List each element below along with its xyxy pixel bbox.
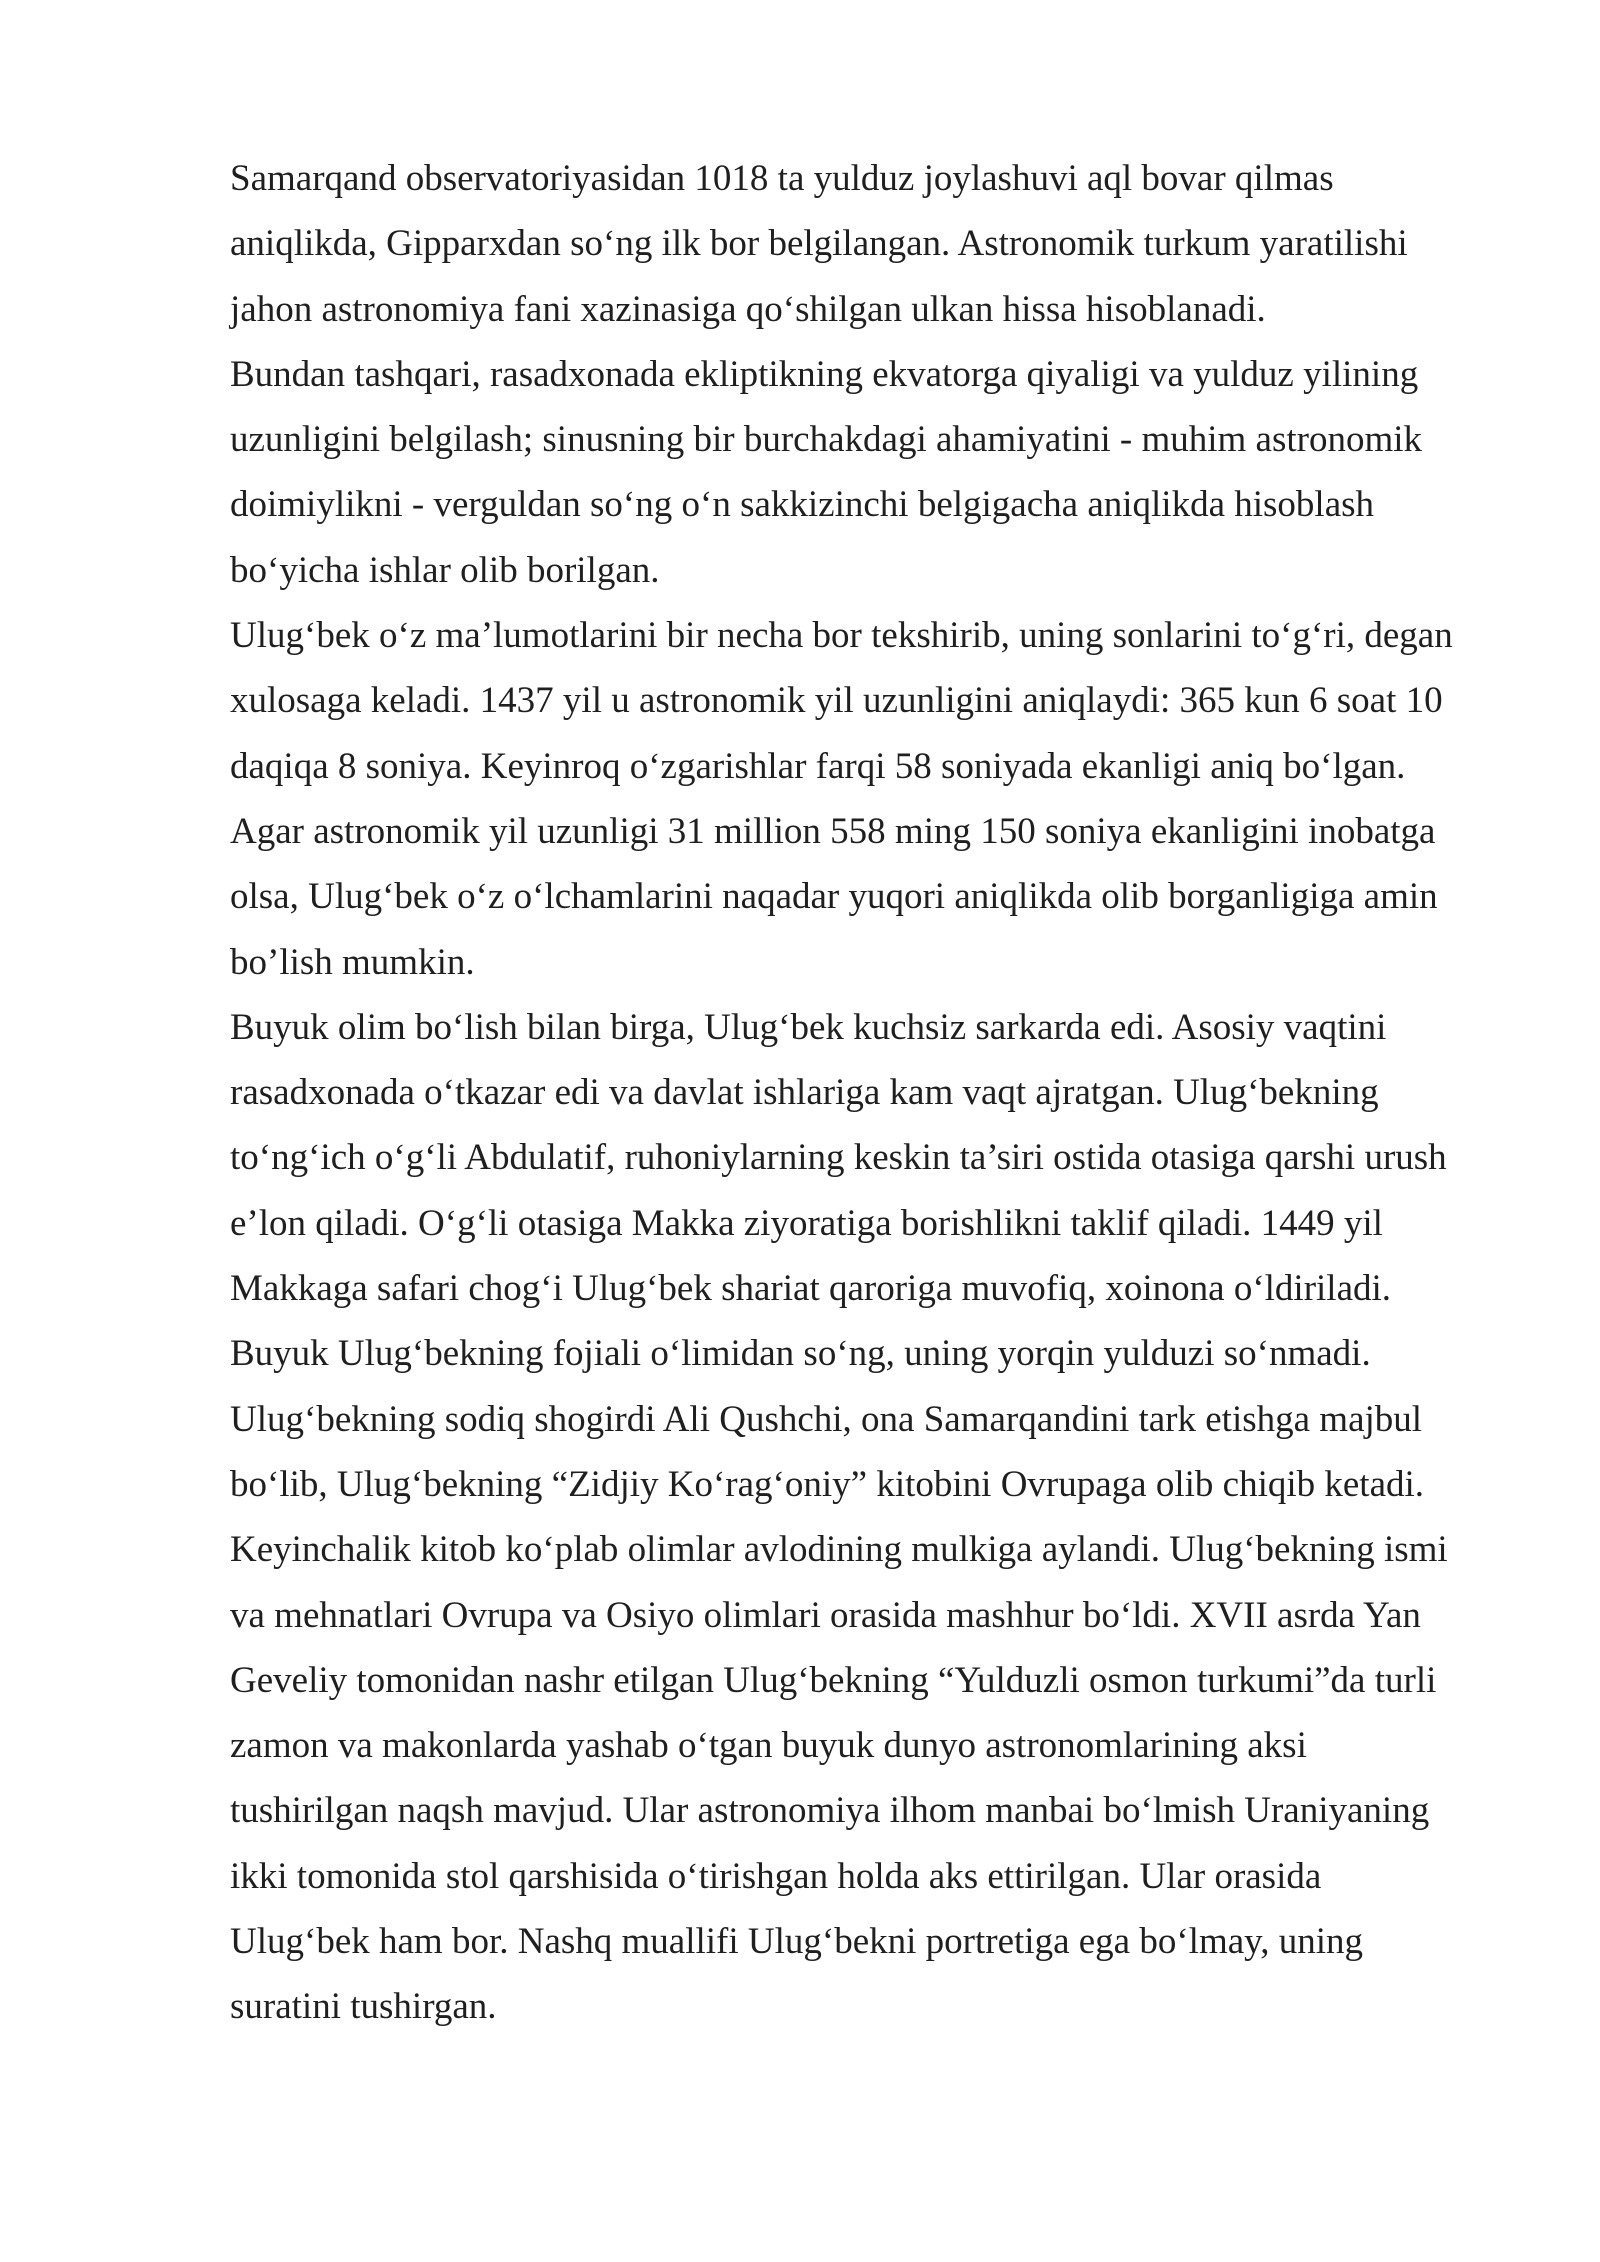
text-line: bo‘yicha ishlar olib borilgan. <box>230 549 660 591</box>
text-line: Keyinchalik kitob ko‘plab olimlar avlodining mulkiga aylandi. Ulug‘bekning ismi <box>230 1529 1448 1571</box>
text-line: Bundan tashqari, rasadxonada ekliptikning ekvatorga qiyaligi va yulduz yilining <box>230 353 1419 395</box>
text-line: daqiqa 8 soniya. Keyinroq o‘zgarishlar farqi 58 soniyada ekanligi aniq bo‘lgan. <box>230 745 1406 787</box>
text-line: zamon va makonlarda yashab o‘tgan buyuk dunyo astronomlarining aksi <box>230 1725 1307 1767</box>
text-line: Ulug‘bek o‘z ma’lumotlarini bir necha bor tekshirib, uning sonlarini to‘g‘ri, degan <box>230 615 1453 657</box>
text-line: e’lon qiladi. O‘g‘li otasiga Makka ziyoratiga borishlikni taklif qiladi. 1449 yil <box>230 1202 1383 1244</box>
body-text <box>230 146 1530 2040</box>
text-line: bo’lish mumkin. <box>230 941 475 983</box>
text-line: doimiylikni - verguldan so‘ng o‘n sakkizinchi belgigacha aniqlikda hisoblash <box>230 484 1375 526</box>
text-line: aniqlikda, Gipparxdan so‘ng ilk bor belgilangan. Astronomik turkum yaratilishi <box>230 223 1408 265</box>
text-line: suratini tushirgan. <box>230 1986 497 2028</box>
text-line: rasadxonada o‘tkazar edi va davlat ishlariga kam vaqt ajratgan. Ulug‘bekning <box>230 1072 1379 1114</box>
text-line: Ulug‘bekning sodiq shogirdi Ali Qushchi, ona Samarqandini tark etishga majbul <box>230 1398 1423 1440</box>
text-line: uzunligini belgilash; sinusning bir burchakdagi ahamiyatini - muhim astronomik <box>230 419 1423 461</box>
text-line: Agar astronomik yil uzunligi 31 million 558 ming 150 soniya ekanligini inobatga <box>230 810 1436 852</box>
text-line: Geveliy tomonidan nashr etilgan Ulug‘bekning “Yulduzli osmon turkumi”da turli <box>230 1659 1437 1701</box>
text-line: Buyuk olim bo‘lish bilan birga, Ulug‘bek kuchsiz sarkarda edi. Asosiy vaqtini <box>230 1006 1387 1048</box>
text-line: Ulug‘bek ham bor. Nashq muallifi Ulug‘bekni portretiga ega bo‘lmay, uning <box>230 1921 1364 1963</box>
text-line: bo‘lib, Ulug‘bekning “Zidjiy Ko‘rag‘oniy” kitobini Ovrupaga olib chiqib ketadi. <box>230 1463 1425 1505</box>
text-line: jahon astronomiya fani xazinasiga qo‘shilgan ulkan hissa hisoblanadi. <box>230 288 1266 330</box>
text-line: olsa, Ulug‘bek o‘z o‘lchamlarini naqadar yuqori aniqlikda olib borganligiga amin <box>230 876 1438 918</box>
text-line: ikki tomonida stol qarshisida o‘tirishgan holda aks ettirilgan. Ular orasida <box>230 1855 1322 1897</box>
text-line: to‘ng‘ich o‘g‘li Abdulatif, ruhoniylarning keskin ta’siri ostida otasiga qarshi urush <box>230 1137 1447 1179</box>
text-line: xulosaga keladi. 1437 yil u astronomik yil uzunligini aniqlaydi: 365 kun 6 soat 10 <box>230 680 1443 722</box>
text-line: Buyuk Ulug‘bekning fojiali o‘limidan so‘ng, uning yorqin yulduzi so‘nmadi. <box>230 1333 1371 1375</box>
text-line: Makkaga safari chog‘i Ulug‘bek shariat qaroriga muvofiq, xoinona o‘ldiriladi. <box>230 1268 1392 1310</box>
text-line: va mehnatlari Ovrupa va Osiyo olimlari orasida mashhur bo‘ldi. XVII asrda Yan <box>230 1594 1421 1636</box>
text-line: Samarqand observatoriyasidan 1018 ta yulduz joylashuvi aql bovar qilmas <box>230 158 1334 199</box>
text-line: tushirilgan naqsh mavjud. Ular astronomiya ilhom manbai bo‘lmish Uraniyaning <box>230 1790 1430 1832</box>
